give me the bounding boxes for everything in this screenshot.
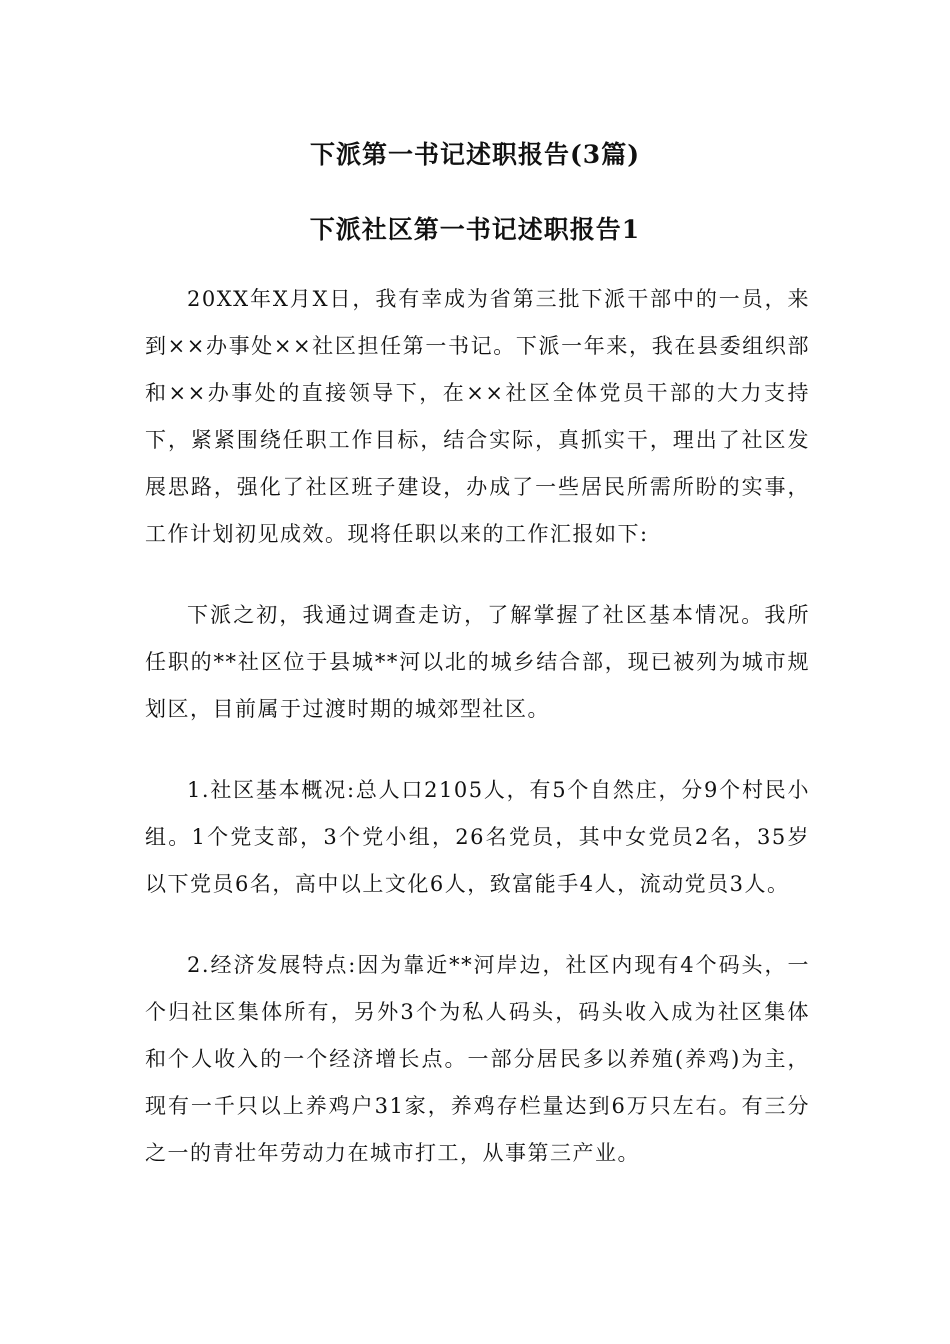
paragraph-basic-info: 1.社区基本概况:总人口2105人，有5个自然庄，分9个村民小组。1个党支部，3个党小组，26名党员，其中女党员2名，35岁以下党员6名，高中以上文化6人，致富能手4人，流动党员3人。 xyxy=(145,778,810,896)
paragraph-economy: 2.经济发展特点:因为靠近**河岸边，社区内现有4个码头，一个归社区集体所有，另外3个为私人码头，码头收入成为社区集体和个人收入的一个经济增长点。一部分居民多以养殖(养鸡)为主，现有一千只以上养鸡户31家，养鸡存栏量达到6万只左右。有三分之一的青壮年劳动力在城市打工，从事第三产业。 xyxy=(145,953,810,1165)
document-subtitle: 下派社区第一书记述职报告1 xyxy=(309,215,641,244)
paragraph-intro: 20XX年X月X日，我有幸成为省第三批下派干部中的一员，来到××办事处××社区担任第一书记。下派一年来，我在县委组织部和××办事处的直接领导下，在××社区全体党员干部的大力支持下，紧紧围绕任职工作目标，结合实际，真抓实干，理出了社区发展思路，强化了社区班子建设，办成了一些居民所需所盼的实事，工作计划初见成效。现将任职以来的工作汇报如下: xyxy=(145,287,810,546)
document-title: 下派第一书记述职报告(3篇) xyxy=(309,140,641,169)
document-body xyxy=(145,276,810,1211)
paragraph-overview: 下派之初，我通过调查走访，了解掌握了社区基本情况。我所任职的**社区位于县城**河以北的城乡结合部，现已被列为城市规划区，目前属于过渡时期的城郊型社区。 xyxy=(145,603,810,721)
